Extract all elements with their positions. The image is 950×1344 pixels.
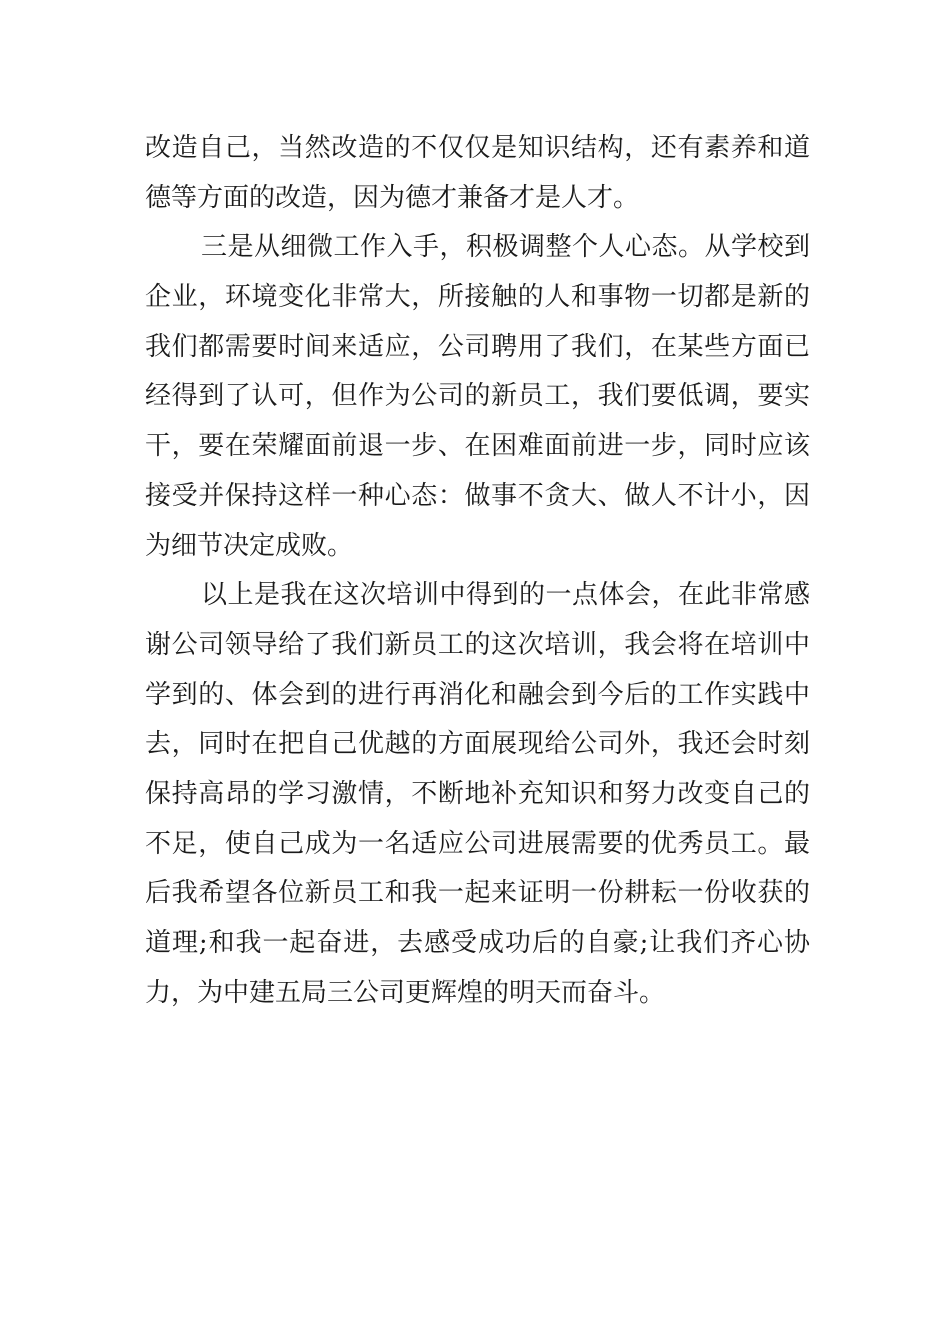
paragraph-2 — [145, 223, 810, 571]
text-line: 学到的、体会到的进行再消化和融会到今后的工作实践中 — [145, 679, 810, 710]
text-line: 力，为中建五局三公司更辉煌的明天而奋斗。 — [145, 977, 666, 1008]
text-line: 为细节决定成败。 — [145, 530, 354, 561]
text-line: 三是从细微工作入手，积极调整个人心态。从学校到 — [201, 232, 810, 263]
text-line: 后我希望各位新员工和我一起来证明一份耕耘一份收获的 — [145, 878, 810, 909]
text-line: 道理;和我一起奋进，去感受成功后的自豪;让我们齐心协 — [145, 928, 810, 958]
text-line: 干，要在荣耀面前退一步、在困难面前进一步，同时应该 — [145, 431, 810, 462]
text-line: 德等方面的改造，因为德才兼备才是人才。 — [145, 182, 640, 213]
text-line: 接受并保持这样一种心态：做事不贪大、做人不计小，因 — [145, 480, 810, 511]
paragraph-3 — [145, 571, 810, 1018]
text-line: 我们都需要时间来适应，公司聘用了我们，在某些方面已 — [145, 331, 810, 362]
document-body — [145, 124, 810, 1018]
text-line: 以上是我在这次培训中得到的一点体会，在此非常感 — [201, 580, 810, 611]
text-line: 改造自己，当然改造的不仅仅是知识结构，还有素养和道 — [145, 133, 810, 163]
text-line: 经得到了认可，但作为公司的新员工，我们要低调，要实 — [145, 381, 810, 412]
text-line: 去，同时在把自己优越的方面展现给公司外，我还会时刻 — [145, 729, 810, 760]
text-line: 企业，环境变化非常大，所接触的人和事物一切都是新的 — [145, 282, 810, 313]
paragraph-1 — [145, 124, 810, 223]
text-line: 保持高昂的学习激情，不断地补充知识和努力改变自己的 — [145, 778, 810, 809]
text-line: 不足，使自己成为一名适应公司进展需要的优秀员工。最 — [145, 828, 810, 859]
text-line: 谢公司领导给了我们新员工的这次培训，我会将在培训中 — [145, 629, 810, 660]
